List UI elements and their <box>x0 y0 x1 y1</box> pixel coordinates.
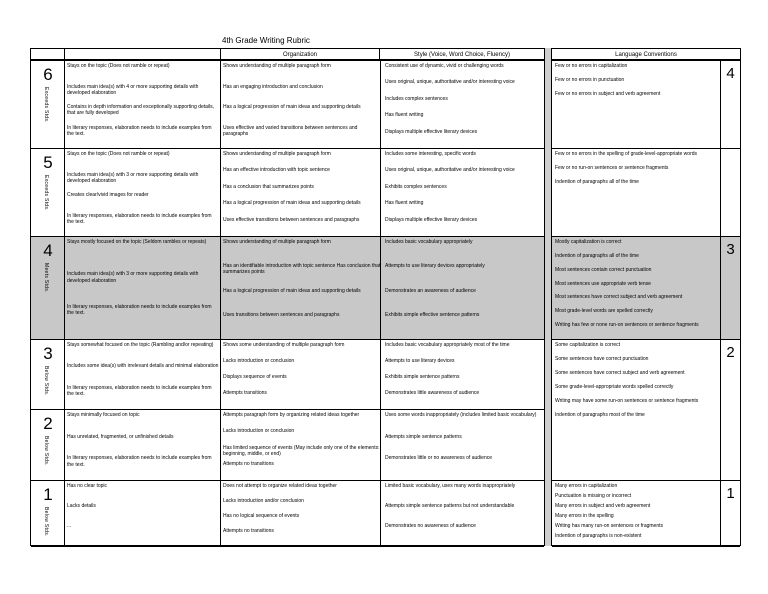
header-organization: Organization <box>220 48 380 60</box>
organization-text: Attempts no transitions <box>223 460 274 467</box>
conventions-text: Writing may have some run-on sentences or sentence fragments <box>555 398 699 404</box>
conventions-text: Many errors in capitalization <box>555 483 618 489</box>
header-conventions: Language Conventions <box>551 48 741 60</box>
rubric-row <box>31 61 544 149</box>
conventions-row <box>552 61 740 149</box>
rubric-row <box>31 410 544 481</box>
conventions-text: Few or no run-on sentences or sentence fragments <box>555 165 669 171</box>
ideas-text: ... <box>67 523 72 529</box>
score-label: Below Stds. <box>43 436 49 466</box>
style-text: Includes basic vocabulary appropriately most of the time <box>385 342 510 348</box>
organization-text: Shows understanding of multiple paragraph form <box>223 239 331 245</box>
score-label: Exceeds Stds. <box>43 87 49 123</box>
organization-text: Lacks introduction or conclusion <box>223 428 295 435</box>
style-text: Uses some words inappropriately (includes limited basic vocabulary) <box>385 412 537 418</box>
conventions-score-box <box>720 237 740 340</box>
ideas-text: Includes main idea(s) with 3 or more supporting details with developed elaboration <box>67 271 199 284</box>
conventions-row <box>552 340 740 481</box>
style-text: Demonstrates no awareness of audience <box>385 523 476 529</box>
organization-text: Uses effective and varied transitions between sentences and paragraphs <box>223 124 358 137</box>
ideas-text: In literary responses, elaboration needs to include examples from the text. <box>67 384 212 397</box>
conventions-text: Indention of paragraphs all of the time <box>555 179 639 185</box>
style-text: Includes basic vocabulary appropriately <box>385 239 473 245</box>
score-label: Meets Stds. <box>43 263 49 293</box>
ideas-text: Creates clear/vivid images for reader <box>67 192 149 198</box>
rubric-row <box>31 149 544 237</box>
conventions-text: Some grade-level-appropriate words spelled correctly <box>555 384 674 390</box>
ideas-text: Stays somewhat focused on the topic (Rambling and/or repeating) <box>67 342 214 348</box>
conventions-text: Most sentences have correct subject and verb agreement <box>555 294 683 301</box>
score-number: 4 <box>43 241 53 260</box>
style-text: Attempts simple sentence patterns <box>385 433 462 440</box>
page-title: 4th Grade Writing Rubric <box>222 36 310 45</box>
conventions-text: Many errors in subject and verb agreement <box>555 503 651 509</box>
organization-text: Displays sequence of events <box>223 374 287 380</box>
score-number: 3 <box>43 344 53 363</box>
score-number: 2 <box>43 414 53 433</box>
conventions-score: 2 <box>726 344 735 361</box>
conventions-text: Few or no errors in capitalization <box>555 63 628 69</box>
organization-text: Uses transitions between sentences and paragraphs <box>223 311 340 318</box>
conventions-score-box <box>720 481 740 547</box>
style-text: Includes complex sentences <box>385 95 448 102</box>
ideas-text: Stays mostly focused on the topic (Seldom rambles or repeats) <box>67 239 207 245</box>
style-text: Exhibits simple effective sentence patterns <box>385 311 480 318</box>
conventions-text: Few or no errors in subject and verb agreement <box>555 91 661 97</box>
organization-text: Has limited sequence of events (May include only one of the elements: beginning, middle, or end) <box>223 444 380 457</box>
conventions-score-box <box>720 61 740 149</box>
header-style: Style (Voice, Word Choice, Fluency) <box>379 48 545 60</box>
ideas-text: Lacks details <box>67 503 96 509</box>
conventions-text: Indention of paragraphs is non-existent <box>555 533 642 539</box>
score-number: 5 <box>43 153 53 172</box>
organization-text: Shows understanding of multiple paragraph form <box>223 151 331 157</box>
ideas-text: Includes main idea(s) with 3 or more supporting details with developed elaboration <box>67 171 199 184</box>
ideas-text: In literary responses, elaboration needs to include examples from the text. <box>67 124 212 137</box>
style-text: Limited basic vocabulary, uses many words inappropriately <box>385 483 516 489</box>
conventions-score: 3 <box>726 241 735 258</box>
ideas-text: Contains in depth information and exceptionally supporting details, that are fully developed <box>67 104 215 117</box>
conventions-text: Punctuation is missing or incorrect <box>555 493 632 499</box>
organization-text: Attempts transitions <box>223 390 267 396</box>
ideas-text: Has no clear topic <box>67 483 108 489</box>
ideas-text: Includes main idea(s) with 4 or more supporting details with developed elaboration <box>67 83 199 96</box>
organization-text: Has an identifiable introduction with topic sentence Has conclusion that summarizes points <box>223 263 381 276</box>
conventions-row <box>552 237 740 340</box>
header-ideas-cell <box>64 48 221 60</box>
ideas-text: Stays on the topic (Does not ramble or repeat) <box>67 63 170 69</box>
conventions-text: Indention of paragraphs all of the time <box>555 252 639 259</box>
conventions-text: Some sentences have correct punctuation <box>555 356 649 362</box>
organization-text: Lacks introduction or conclusion <box>223 358 295 364</box>
organization-text: Has a conclusion that summarizes points <box>223 183 314 190</box>
conventions-table <box>551 60 741 546</box>
conventions-score-box <box>720 149 740 237</box>
conventions-text: Most sentences contain correct punctuation <box>555 266 652 273</box>
organization-text: Has an engaging introduction and conclusion <box>223 83 323 90</box>
organization-text: Shows some understanding of multiple paragraph form <box>223 342 345 348</box>
organization-text: Attempts no transitions <box>223 528 274 534</box>
style-text: Exhibits complex sentences <box>385 183 447 190</box>
column-divider <box>64 61 65 545</box>
style-text: Uses original, unique, authoritative and/or interesting voice <box>385 79 515 86</box>
ideas-text: Stays on the topic (Does not ramble or repeat) <box>67 151 170 157</box>
conventions-text: Most grade-level words are spelled correctly <box>555 308 653 315</box>
conventions-text: Some capitalization is correct <box>555 342 621 348</box>
rubric-row <box>31 481 544 547</box>
conventions-text: Few or no errors in punctuation <box>555 77 625 83</box>
organization-text: Has no logical sequence of events <box>223 513 300 519</box>
organization-text: Shows understanding of multiple paragraph form <box>223 63 331 69</box>
ideas-text: Has unrelated, fragmented, or unfinished details <box>67 433 174 440</box>
conventions-score-box <box>720 340 740 481</box>
conventions-score: 4 <box>726 65 735 82</box>
conventions-row <box>552 149 740 237</box>
ideas-text: In literary responses, elaboration needs to include examples from the text. <box>67 303 212 316</box>
style-text: Attempts to use literary devices appropriately <box>385 263 485 270</box>
score-number: 6 <box>43 65 53 84</box>
score-number: 1 <box>43 485 53 504</box>
style-text: Demonstrates little or no awareness of audience <box>385 455 493 462</box>
organization-text: Does not attempt to organize related ideas together <box>223 483 337 489</box>
organization-text: Uses effective transitions between sentences and paragraphs <box>223 216 360 223</box>
style-text: Displays multiple effective literary devices <box>385 216 478 223</box>
score-label: Below Stds. <box>43 366 49 396</box>
organization-text: Lacks introduction and/or conclusion <box>223 498 304 504</box>
style-text: Demonstrates an awareness of audience <box>385 287 476 294</box>
organization-text: Has a logical progression of main ideas and supporting details <box>223 287 361 294</box>
column-divider <box>220 61 221 545</box>
style-text: Has fluent writing <box>385 200 424 207</box>
style-text: Displays multiple effective literary devices <box>385 128 478 135</box>
conventions-row <box>552 481 740 547</box>
style-text: Attempts simple sentence patterns but not understandable <box>385 503 515 509</box>
conventions-text: Some sentences have correct subject and verb agreement <box>555 370 685 376</box>
ideas-text: In literary responses, elaboration needs to include examples from the text. <box>67 212 212 225</box>
style-text: Has fluent writing <box>385 112 424 119</box>
rubric-table <box>30 60 545 546</box>
style-text: Includes some interesting, specific words <box>385 151 476 157</box>
conventions-text: Few or no errors in the spelling of grade-level-appropriate words <box>555 151 698 157</box>
organization-text: Has a logical progression of main ideas and supporting details <box>223 200 361 207</box>
conventions-text: Mostly capitalization is correct <box>555 239 622 245</box>
conventions-score <box>721 149 740 153</box>
rubric-row <box>31 340 544 410</box>
organization-text: Attempts paragraph form by organizing related ideas together <box>223 412 360 418</box>
style-text: Consistent use of dynamic, vivid or challenging words <box>385 63 504 69</box>
conventions-text: Many errors in the spelling <box>555 513 614 519</box>
conventions-text: Writing has many run-on sentences or fragments <box>555 523 664 529</box>
ideas-text: In literary responses, elaboration needs to include examples from the text. <box>67 455 212 468</box>
column-divider <box>380 61 381 545</box>
organization-text: Has a logical progression of main ideas and supporting details <box>223 104 361 110</box>
score-label: Below Stds. <box>43 507 49 537</box>
ideas-text: Stays minimally focused on topic <box>67 412 140 418</box>
conventions-text: Writing has few or none run-on sentences or sentence fragments <box>555 322 699 329</box>
conventions-score: 1 <box>726 485 735 502</box>
conventions-text: Indention of paragraphs most of the time <box>555 412 645 418</box>
ideas-text: Includes some idea(s) with irrelevant details and minimal elaboration <box>67 363 219 370</box>
organization-text: Has an effective introduction with topic sentence <box>223 167 330 174</box>
rubric-row <box>31 237 544 340</box>
style-text: Demonstrates little awareness of audience <box>385 390 480 396</box>
style-text: Attempts to use literary devices <box>385 358 455 364</box>
conventions-text: Most sentences use appropriate verb tense <box>555 280 651 287</box>
score-label: Exceeds Stds. <box>43 175 49 211</box>
style-text: Exhibits simple sentence patterns <box>385 374 460 380</box>
style-text: Uses original, unique, authoritative and/or interesting voice <box>385 167 515 174</box>
